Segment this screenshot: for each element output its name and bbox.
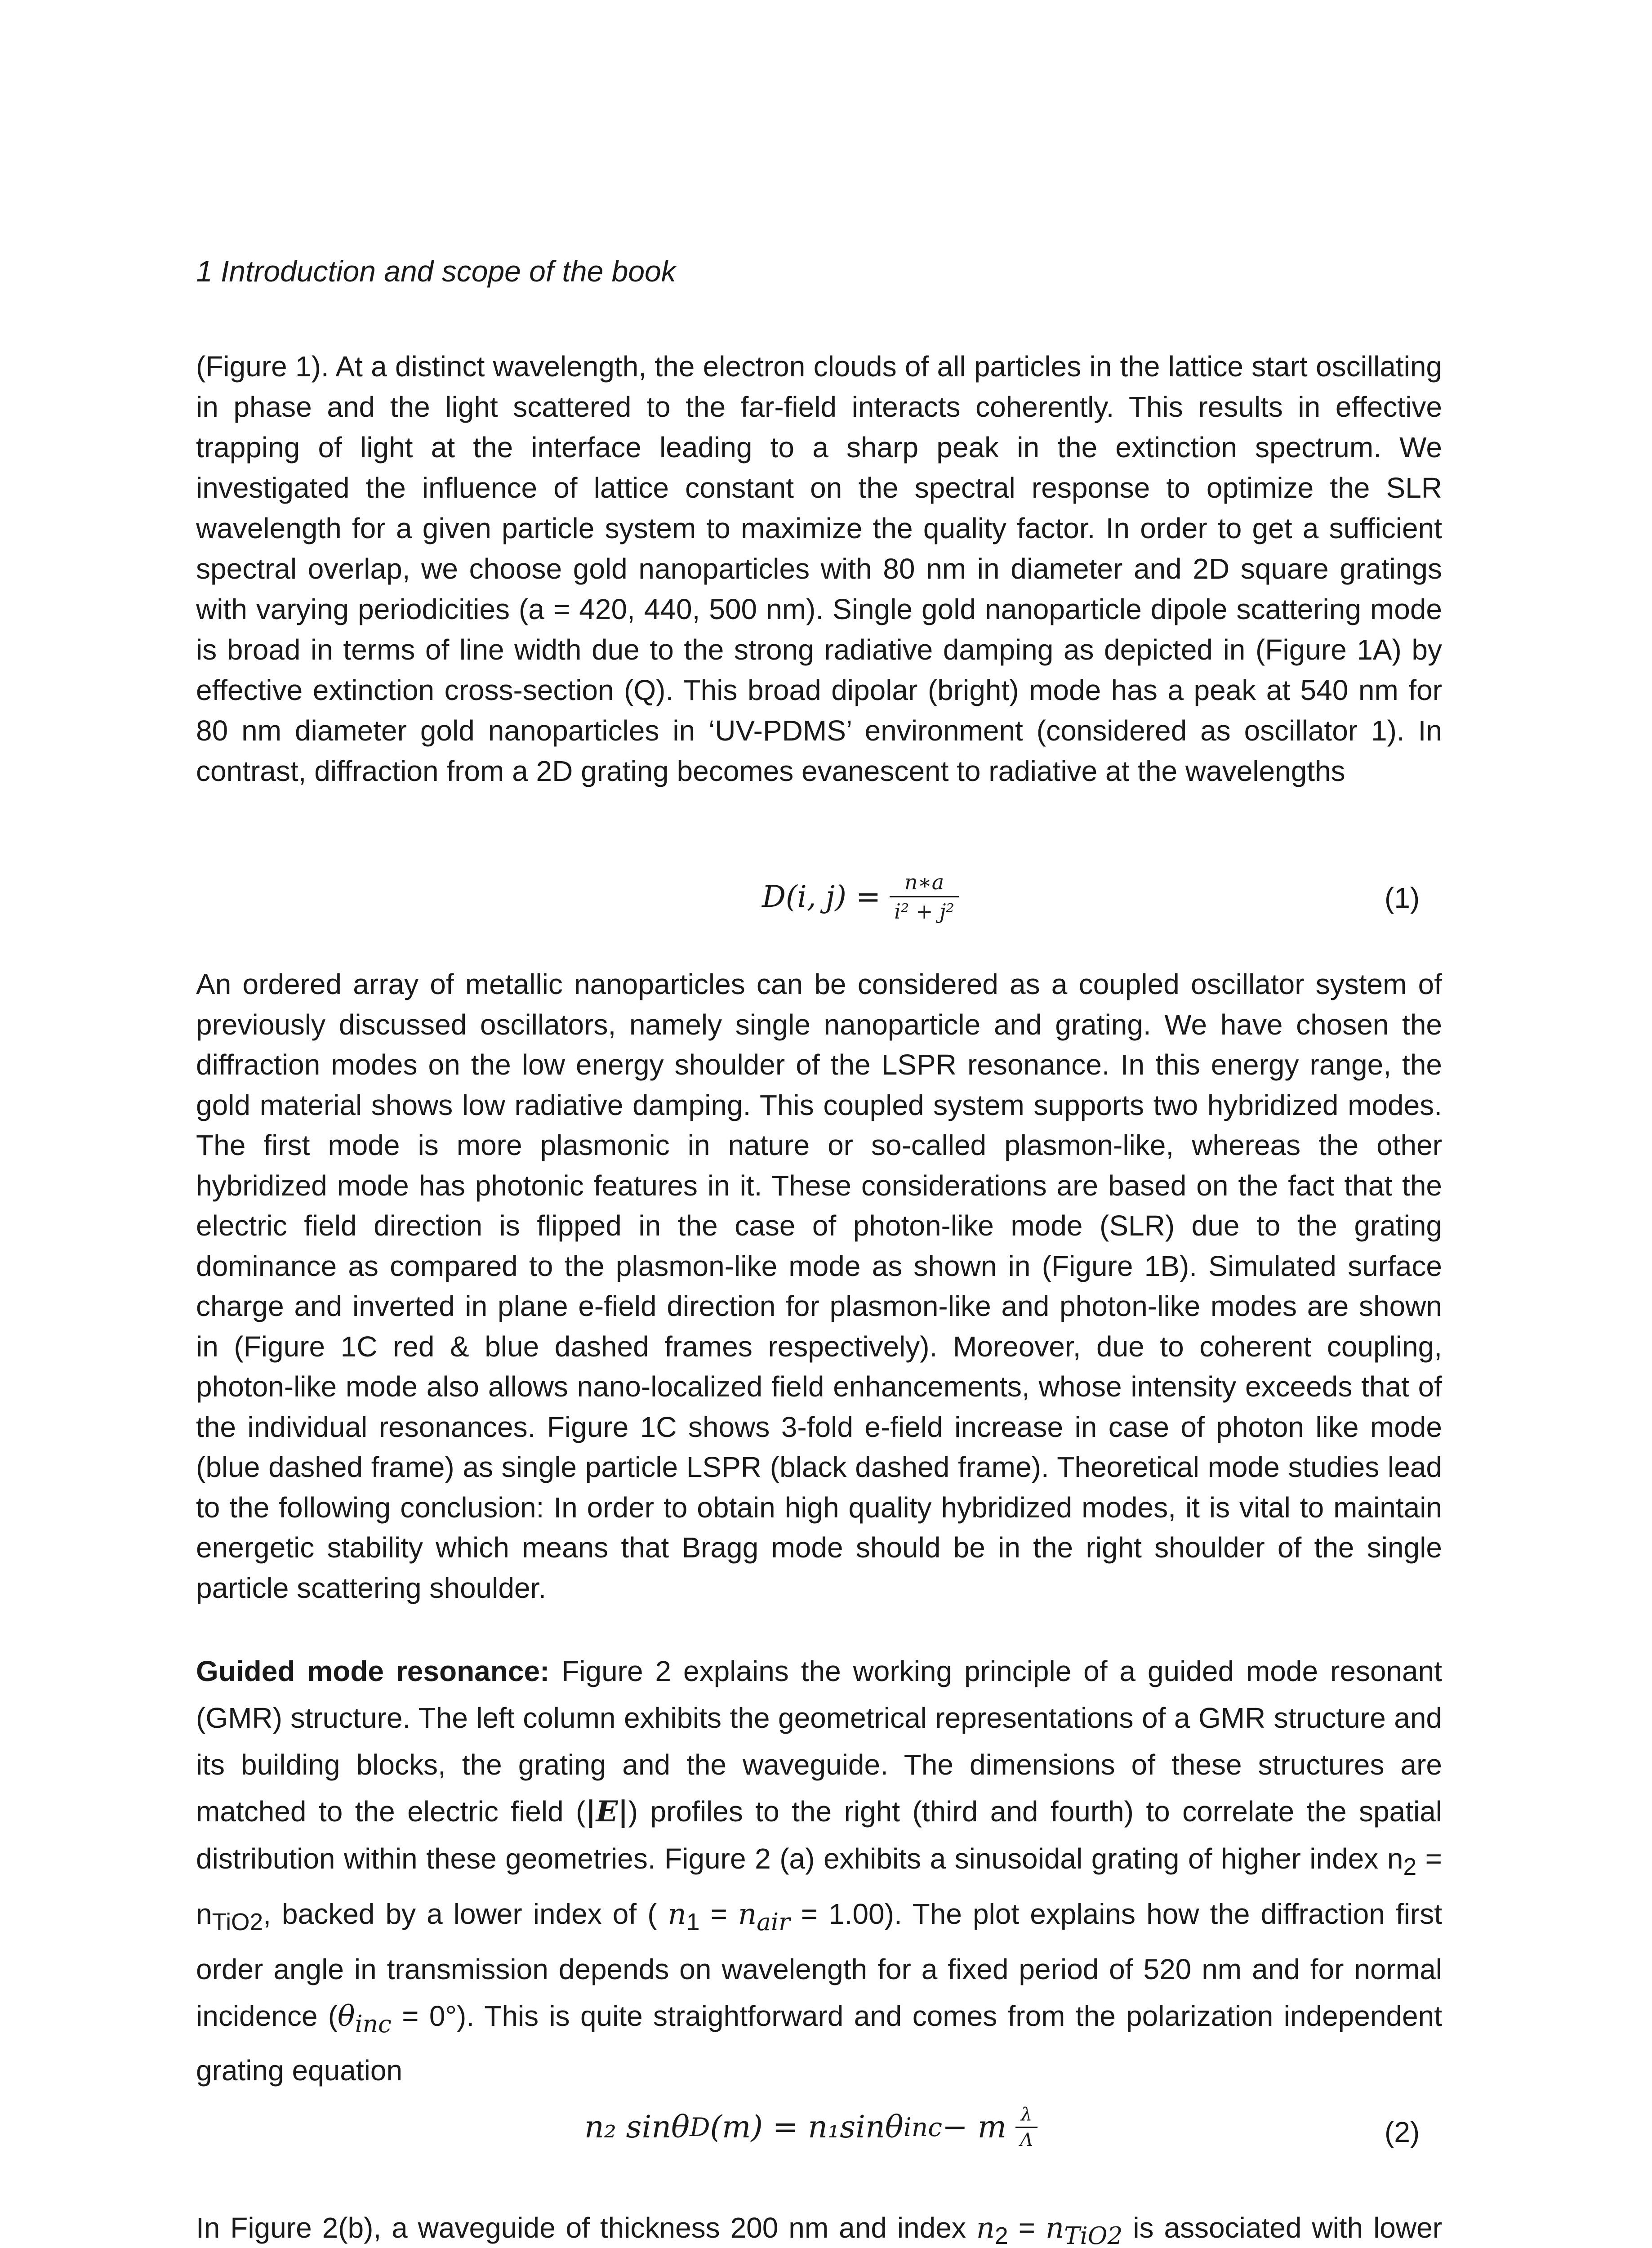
equation-2-numerator: λ [1020,2104,1033,2125]
running-header: 1 Introduction and scope of the book [196,254,676,288]
efield-symbol: |E| [585,1795,628,1829]
equation-2: n₂ sinθ D (m) = n₁sinθ inc − m $\frac{\lambda}{\Lambda}$ [584,2104,1038,2150]
paragraph-1 [196,346,1442,791]
equation-1-numerator: n∗a [904,870,944,894]
paragraph-3-text: Guided mode resonance: Figure 2 explains the working principle of a guided mode resonant (GMR) structure. The left column exhibits the geometrical representations of a GMR structure and its building blocks, the grating and the waveguide. The dimensions of these structures are matched to the electric field (|E|) profiles to the right (third and fourth) to correlate the spatial distribution within these geometries. Figure 2 (a) exhibits a sinusoidal grating of higher index $n_2 = n_{TiO2}$, backed by a lower index of ( $n_1 = n_{air} = 1.00$). The plot explains how the diffraction first order angle in transmission depends on wavelength for a fixed period of 520 nm and for normal incidence $(\theta_{inc} = 0^\circ)$. This is quite straightforward and comes from the polarization independent grating equation [196,1655,1443,2087]
paragraph-4 [196,2204,1442,2248]
paragraph-3 [196,1648,1442,2094]
equation-1-number: (1) [1385,882,1420,914]
paragraph-4-text: In Figure 2(b), a waveguide of thickness 200 nm and index $n_2 = n_{TiO2}$ is associated with lower [196,2212,1443,2248]
section-heading-gmr: Guided mode resonance: [196,1655,550,1687]
equation-2-denominator: Λ [1015,2127,1038,2150]
paragraph-2 [196,964,1442,1608]
equation-1-denominator: i² + j² [890,896,959,923]
equation-1-lhs: D(i, j) = [762,879,881,914]
paragraph-1-text: (Figure 1). At a distinct wavelength, the electron clouds of all particles in the lattice start oscillating in phase and the light scattered to the far-field interacts coherently. This results in effective trapping of light at the interface leading to a sharp peak in the extinction spectrum. We investigated the influence of lattice constant on the spectral response to optimize the SLR wavelength for a given particle system to maximize the quality factor. In order to get a sufficient spectral overlap, we choose gold nanoparticles with 80 nm in diameter and 2D square gratings with varying periodicities (a = 420, 440, 500 nm). Single gold nanoparticle dipole scattering mode is broad in terms of line width due to the strong radiative damping as depicted in (Figure 1A) by effective extinction cross-section (Q). This broad dipolar (bright) mode has a peak at 540 nm for 80 nm diameter gold nanoparticles in ‘UV-PDMS’ environment (considered as oscillator 1). In contrast, diffraction from a 2D grating becomes evanescent to radiative at the wavelengths [196,350,1442,787]
equation-2-number: (2) [1385,2116,1420,2148]
paragraph-2-text: An ordered array of metallic nanoparticles can be considered as a coupled oscillator system of previously discussed oscillators, namely single nanoparticle and grating. We have chosen the diffraction modes on the low energy shoulder of the LSPR resonance. In this energy range, the gold material shows low radiative damping. This coupled system supports two hybridized modes. The first mode is more plasmonic in nature or so-called plasmon-like, whereas the other hybridized mode has photonic features in it. These considerations are based on the fact that the electric field direction is flipped in the case of photon-like mode (SLR) due to the grating dominance as compared to the plasmon-like mode as shown in (Figure 1B). Simulated surface charge and inverted in plane e-field direction for plasmon-like and photon-like modes are shown in (Figure 1C red & blue dashed frames respectively). Moreover, due to coherent coupling, photon-like mode also allows nano-localized field enhancements, whose intensity exceeds that of the individual resonances. Figure 1C shows 3-fold e-field increase in case of photon like mode (blue dashed frame) as single particle LSPR (black dashed frame). Theoretical mode studies lead to the following conclusion: In order to obtain high quality hybridized modes, it is vital to maintain energetic stability which means that Bragg mode should be in the right shoulder of the single particle scattering shoulder. [196,968,1442,1604]
equation-2-fraction [1015,2104,1038,2150]
equation-1 [762,870,959,923]
equation-1-fraction [890,870,959,923]
